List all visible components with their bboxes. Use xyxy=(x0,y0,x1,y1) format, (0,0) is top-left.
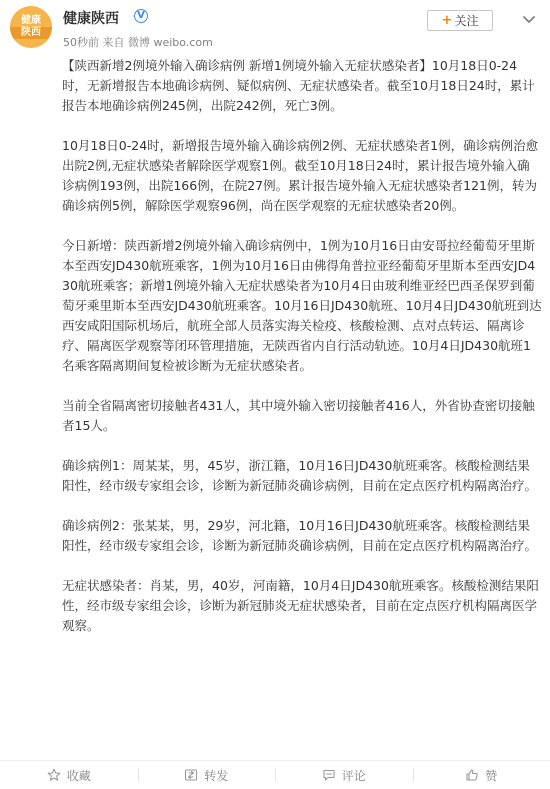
favorite-label: 收藏 xyxy=(67,767,91,784)
post-paragraph: 确诊病例1：周某某，男，45岁，浙江籍，10月16日JD430航班乘客。核酸检测结果阳性，经市级专家组会诊，诊断为新冠肺炎确诊病例，目前在定点医疗机构隔离治疗。 xyxy=(62,456,542,496)
post-body xyxy=(62,56,542,656)
avatar[interactable] xyxy=(10,6,52,48)
avatar-text-top: 健康 xyxy=(10,15,52,27)
post-paragraph: 无症状感染者：肖某，男，40岁，河南籍，10月4日JD430航班乘客。核酸检测结果阳性，经市级专家组会诊，诊断为新冠肺炎无症状感染者，目前在定点医疗机构隔离医学观察。 xyxy=(62,576,542,636)
post-paragraph: 确诊病例2：张某某，男，29岁，河北籍，10月16日JD430航班乘客。核酸检测结果阳性，经市级专家组会诊，诊断为新冠肺炎确诊病例，目前在定点医疗机构隔离治疗。 xyxy=(62,516,542,556)
post-paragraph: 当前全省隔离密切接触者431人，其中境外输入密切接触者416人，外省协查密切接触者15人。 xyxy=(62,396,542,436)
star-icon xyxy=(47,768,61,782)
post-paragraph: 今日新增：陕西新增2例境外输入确诊病例中，1例为10月16日由安哥拉经葡萄牙里斯本至西安JD430航班乘客，1例为10月16日由佛得角普拉亚经葡萄牙里斯本至西安JD430航班乘客；新增1例境外输入无症状感染者为10月4日由玻利维亚经巴西圣保罗到葡萄牙乘里斯本至西安JD430航班乘客。10月16日JD430航班、10月4日JD430航班到达西安咸阳国际机场后，航班全部人员落实海关检疫、核酸检测、点对点转运、隔离诊疗、隔离医学观察等闭环管理措施，无陕西省内自行活动轨迹。10月4日JD430航班1名乘客隔离期间复检被诊断为无症状感染者。 xyxy=(62,236,542,376)
post-paragraph: 10月18日0-24时，新增报告境外输入确诊病例2例、无症状感染者1例，确诊病例治愈出院2例,无症状感染者解除医学观察1例。截至10月18日24时，累计报告境外输入确诊病例193例，出院166例，在院27例。累计报告境外输入无症状感染者121例，转为确诊病例5例，解除医学观察96例，尚在医学观察的无症状感染者20例。 xyxy=(62,136,542,216)
repost-label: 转发 xyxy=(204,767,228,784)
post-header xyxy=(0,0,550,58)
comment-label: 评论 xyxy=(342,767,366,784)
action-bar xyxy=(0,760,550,789)
favorite-button[interactable] xyxy=(0,761,138,789)
thumbs-up-icon xyxy=(465,768,479,782)
follow-button[interactable] xyxy=(427,10,493,31)
repost-icon xyxy=(184,768,198,782)
plus-icon: + xyxy=(442,13,453,28)
verified-badge-icon: V xyxy=(134,9,148,23)
chevron-down-icon[interactable] xyxy=(520,10,538,28)
follow-label: 关注 xyxy=(454,12,478,29)
like-label: 赞 xyxy=(485,767,497,784)
post-meta: 50秒前 来自 微博 weibo.com xyxy=(63,34,213,50)
avatar-text-bottom: 陕西 xyxy=(10,27,52,39)
like-button[interactable] xyxy=(413,761,550,789)
repost-button[interactable] xyxy=(138,761,276,789)
comment-icon xyxy=(322,768,336,782)
post-paragraph: 【陕西新增2例境外输入确诊病例 新增1例境外输入无症状感染者】10月18日0-24时，无新增报告本地确诊病例、疑似病例、无症状感染者。截至10月18日24时，累计报告本地确诊病例245例，出院242例，死亡3例。 xyxy=(62,56,542,116)
account-name[interactable]: 健康陕西 xyxy=(63,8,119,28)
comment-button[interactable] xyxy=(275,761,413,789)
